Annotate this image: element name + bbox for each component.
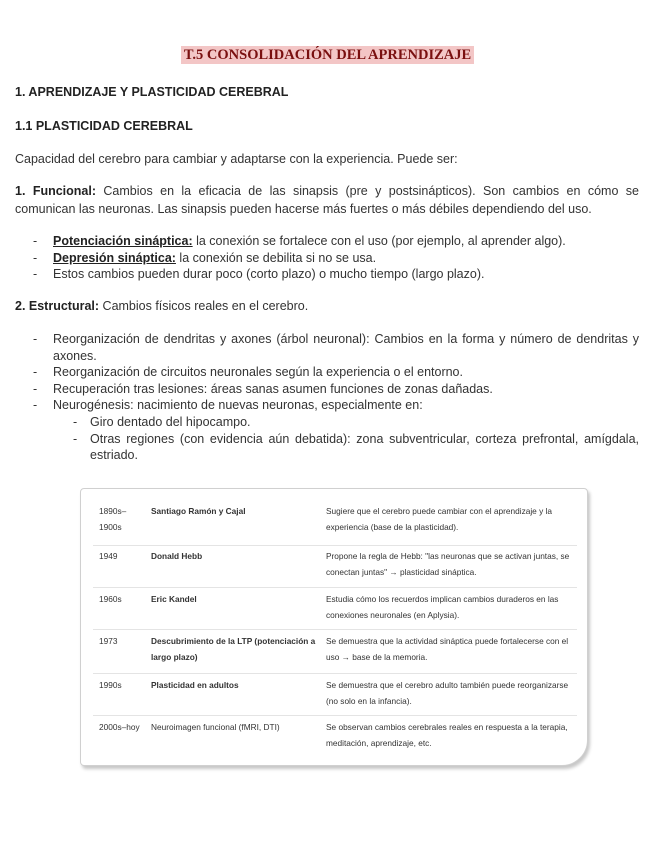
estructural-label: 2. Estructural: bbox=[15, 299, 100, 313]
table-row bbox=[93, 587, 577, 630]
estructural-paragraph bbox=[15, 297, 639, 315]
desc-cell: Se observan cambios cerebrales reales en respuesta a la terapia, meditación, aprendizaje, etc. bbox=[326, 722, 568, 748]
name-cell: Plasticidad en adultos bbox=[151, 680, 239, 690]
desc-cell: Se demuestra que el cerebro adulto también puede reorganizarse (no solo en la infancia). bbox=[326, 680, 569, 706]
table-row bbox=[93, 629, 577, 674]
desc-cell: Propone la regla de Hebb: "las neuronas que se activan juntas, se conectan juntas" → plasticidad sináptica. bbox=[326, 551, 570, 577]
year-cell: 1890s–1900s bbox=[99, 506, 127, 532]
neurogenesis-sublist bbox=[15, 414, 639, 464]
name-cell: Santiago Ramón y Cajal bbox=[151, 506, 246, 516]
section-heading-1-1: 1.1 PLASTICIDAD CEREBRAL bbox=[15, 119, 193, 133]
name-cell: Eric Kandel bbox=[151, 594, 197, 604]
table-row bbox=[93, 503, 577, 546]
table-row bbox=[93, 715, 577, 757]
estructural-list bbox=[15, 331, 639, 414]
title-highlight: T.5 CONSOLIDACIÓN DEL APRENDIZAJE bbox=[181, 46, 474, 64]
desc-cell: Estudia cómo los recuerdos implican cambios duraderos en las conexiones neuronales (en Aplysia). bbox=[326, 594, 559, 620]
funcional-label: 1. Funcional: bbox=[15, 184, 97, 198]
item-text: la conexión se fortalece con el uso (por ejemplo, al aprender algo). bbox=[192, 234, 566, 248]
list-item: - Reorganización de circuitos neuronales según la experiencia o el entorno. bbox=[15, 364, 639, 381]
funcional-text: Cambios en la eficacia de las sinapsis (pre y postsinápticos). Son cambios en cómo se comunican las neuronas. Las sinapsis pueden hacerse más fuertes o más débiles dependiendo del uso. bbox=[15, 184, 640, 216]
item-text: la conexión se debilita si no se usa. bbox=[175, 250, 377, 265]
year-cell: 1949 bbox=[99, 551, 118, 561]
list-item: - Recuperación tras lesiones: áreas sanas asumen funciones de zonas dañadas. bbox=[15, 381, 639, 398]
year-cell: 1973 bbox=[99, 636, 118, 646]
sub-list-item: - Giro dentado del hipocampo. bbox=[15, 414, 639, 431]
name-cell: Donald Hebb bbox=[151, 551, 203, 561]
year-cell: 1990s bbox=[99, 680, 122, 690]
list-item bbox=[15, 250, 639, 267]
list-item: - Reorganización de dendritas y axones (árbol neuronal): Cambios en la forma y número de dendritas y axones. bbox=[15, 331, 639, 364]
list-item bbox=[15, 233, 639, 250]
list-item: - Neurogénesis: nacimiento de nuevas neuronas, especialmente en: bbox=[15, 397, 639, 414]
sub-list-item: - Otras regiones (con evidencia aún debatida): zona subventricular, corteza prefrontal, amígdala, estriado. bbox=[15, 431, 639, 464]
item-text: Estos cambios pueden durar poco (corto plazo) o mucho tiempo (largo plazo). bbox=[53, 267, 485, 281]
estructural-text: Cambios físicos reales en el cerebro. bbox=[99, 299, 309, 313]
term-depresion: Depresión sináptica: bbox=[53, 250, 176, 265]
funcional-list bbox=[15, 233, 639, 283]
funcional-paragraph bbox=[15, 182, 639, 218]
desc-cell: Se demuestra que la actividad sináptica puede fortalecerse con el uso → base de la memoria. bbox=[326, 636, 569, 662]
year-cell: 1960s bbox=[99, 594, 122, 604]
list-item bbox=[15, 266, 639, 283]
year-cell: 2000s–hoy bbox=[99, 722, 140, 732]
document-title bbox=[0, 46, 655, 64]
intro-paragraph: Capacidad del cerebro para cambiar y adaptarse con la experiencia. Puede ser: bbox=[15, 152, 458, 166]
table-row bbox=[93, 545, 577, 588]
term-potenciacion: Potenciación sináptica: bbox=[53, 234, 193, 248]
name-cell: Neuroimagen funcional (fMRI, DTI) bbox=[151, 722, 280, 732]
section-heading-1: 1. APRENDIZAJE Y PLASTICIDAD CEREBRAL bbox=[15, 85, 289, 99]
name-cell: Descubrimiento de la LTP (potenciación a largo plazo) bbox=[151, 636, 316, 662]
desc-cell: Sugiere que el cerebro puede cambiar con el aprendizaje y la experiencia (base de la plasticidad). bbox=[326, 506, 553, 532]
timeline-table bbox=[80, 488, 588, 766]
table-row bbox=[93, 673, 577, 716]
